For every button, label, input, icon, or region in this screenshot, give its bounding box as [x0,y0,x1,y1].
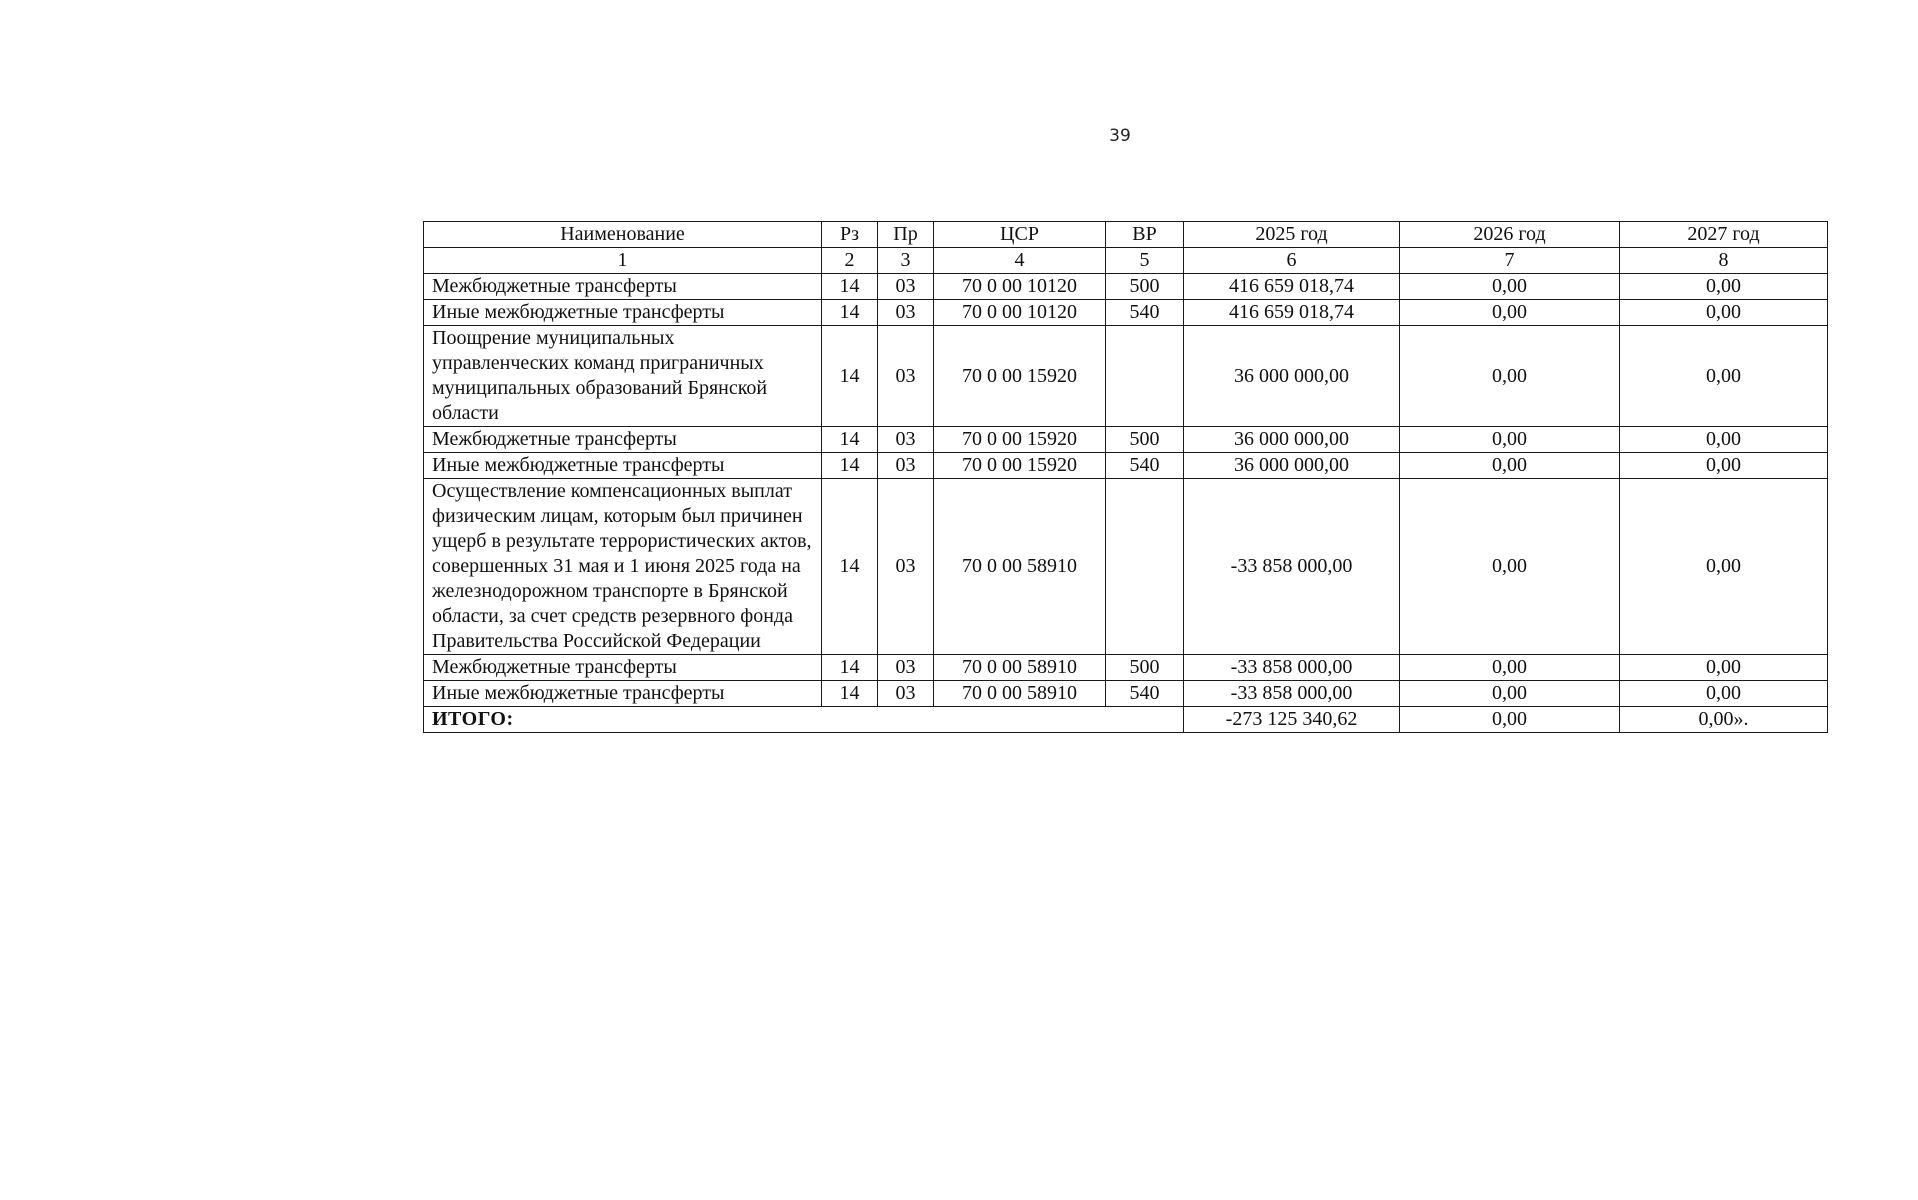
row-2026: 0,00 [1400,655,1620,681]
row-pr: 03 [878,274,934,300]
row-rz: 14 [822,681,878,707]
row-2027: 0,00 [1620,274,1828,300]
row-name: Осуществление компенсационных выплат физическим лицам, которым был причинен ущерб в результате террористических актов, совершенных 31 мая и 1 июня 2025 года на железнодорожном транспорте в Брянской области, за счет средств резервного фонда Правительства Российской Федерации [424,479,822,655]
row-vr: 500 [1106,427,1184,453]
table-row [424,655,1828,681]
row-csr: 70 0 00 15920 [934,427,1106,453]
table-row [424,453,1828,479]
row-2026: 0,00 [1400,274,1620,300]
row-2025: -33 858 000,00 [1184,655,1400,681]
row-vr: 540 [1106,300,1184,326]
header-csr: ЦСР [934,222,1106,248]
row-2026: 0,00 [1400,427,1620,453]
row-2027: 0,00 [1620,681,1828,707]
row-pr: 03 [878,655,934,681]
row-csr: 70 0 00 10120 [934,300,1106,326]
row-vr [1106,479,1184,655]
column-number: 3 [878,248,934,274]
row-csr: 70 0 00 15920 [934,453,1106,479]
row-2026: 0,00 [1400,453,1620,479]
row-pr: 03 [878,681,934,707]
table-row [424,300,1828,326]
column-number: 4 [934,248,1106,274]
header-pr: Пр [878,222,934,248]
row-csr: 70 0 00 58910 [934,655,1106,681]
row-pr: 03 [878,427,934,453]
header-2025: 2025 год [1184,222,1400,248]
row-vr [1106,326,1184,427]
total-label: ИТОГО: [424,707,1184,733]
column-number: 2 [822,248,878,274]
column-number: 6 [1184,248,1400,274]
row-rz: 14 [822,479,878,655]
row-csr: 70 0 00 58910 [934,681,1106,707]
table-row [424,427,1828,453]
row-vr: 540 [1106,453,1184,479]
total-2027: 0,00». [1620,707,1828,733]
table-row [424,681,1828,707]
row-2025: 36 000 000,00 [1184,453,1400,479]
row-2026: 0,00 [1400,681,1620,707]
row-vr: 540 [1106,681,1184,707]
header-name: Наименование [424,222,822,248]
column-number: 7 [1400,248,1620,274]
row-name: Поощрение муниципальных управленческих команд приграничных муниципальных образований Брянской области [424,326,822,427]
budget-table [423,221,1828,733]
row-rz: 14 [822,655,878,681]
row-csr: 70 0 00 10120 [934,274,1106,300]
table-row [424,326,1828,427]
row-pr: 03 [878,479,934,655]
page-number: 39 [1109,126,1131,146]
row-2027: 0,00 [1620,427,1828,453]
row-2027: 0,00 [1620,453,1828,479]
row-vr: 500 [1106,655,1184,681]
column-number: 8 [1620,248,1828,274]
row-2025: 416 659 018,74 [1184,274,1400,300]
row-csr: 70 0 00 15920 [934,326,1106,427]
column-number: 5 [1106,248,1184,274]
row-pr: 03 [878,300,934,326]
row-rz: 14 [822,300,878,326]
row-name: Иные межбюджетные трансферты [424,681,822,707]
row-vr: 500 [1106,274,1184,300]
row-name: Иные межбюджетные трансферты [424,453,822,479]
header-2027: 2027 год [1620,222,1828,248]
row-2025: -33 858 000,00 [1184,681,1400,707]
row-rz: 14 [822,453,878,479]
row-2025: 36 000 000,00 [1184,427,1400,453]
row-2025: 36 000 000,00 [1184,326,1400,427]
header-rz: Рз [822,222,878,248]
column-number-row [424,248,1828,274]
total-row [424,707,1828,733]
header-vr: ВР [1106,222,1184,248]
column-number: 1 [424,248,822,274]
row-pr: 03 [878,453,934,479]
row-2025: -33 858 000,00 [1184,479,1400,655]
row-2027: 0,00 [1620,300,1828,326]
row-name: Межбюджетные трансферты [424,427,822,453]
row-name: Межбюджетные трансферты [424,655,822,681]
row-csr: 70 0 00 58910 [934,479,1106,655]
row-pr: 03 [878,326,934,427]
row-2026: 0,00 [1400,300,1620,326]
row-rz: 14 [822,427,878,453]
table-row [424,479,1828,655]
row-rz: 14 [822,326,878,427]
row-name: Межбюджетные трансферты [424,274,822,300]
row-name: Иные межбюджетные трансферты [424,300,822,326]
header-2026: 2026 год [1400,222,1620,248]
total-2026: 0,00 [1400,707,1620,733]
row-2027: 0,00 [1620,479,1828,655]
row-2025: 416 659 018,74 [1184,300,1400,326]
total-2025: -273 125 340,62 [1184,707,1400,733]
table-row [424,274,1828,300]
row-2027: 0,00 [1620,655,1828,681]
row-rz: 14 [822,274,878,300]
row-2026: 0,00 [1400,326,1620,427]
row-2027: 0,00 [1620,326,1828,427]
header-row [424,222,1828,248]
row-2026: 0,00 [1400,479,1620,655]
